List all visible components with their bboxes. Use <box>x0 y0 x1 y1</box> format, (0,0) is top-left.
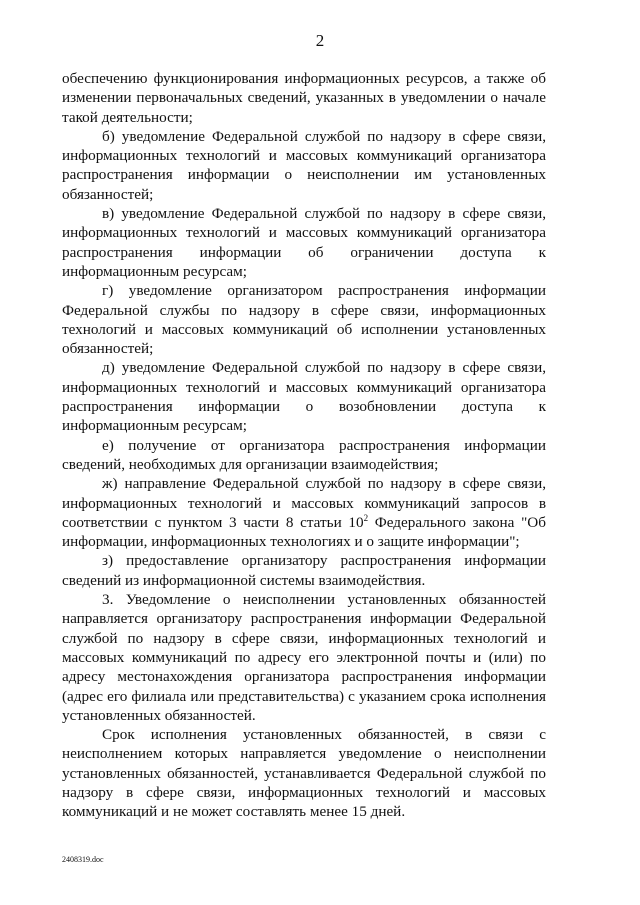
paragraph-deadline: Срок исполнения установленных обязанностей, в связи с неисполнением которых направляется уведомление о неисполнении установленных обязанностей, устанавливается Федеральной службой по надзору в сфере связи, информационных технологий и массовых коммуникаций и не может составлять менее 15 дней. <box>62 726 546 821</box>
file-name-footer: 2408319.doc <box>62 855 104 864</box>
paragraph-item-z: з) предоставление организатору распространения информации сведений из информационной системы взаимодействия. <box>62 552 546 589</box>
paragraph-continuation: обеспечению функционирования информационных ресурсов, а также об изменении первоначальных сведений, указанных в уведомлении о начале такой деятельности; <box>62 70 546 126</box>
paragraph-item-e: е) получение от организатора распространения информации сведений, необходимых для организации взаимодействия; <box>62 436 546 473</box>
paragraph-section-3: 3. Уведомление о неисполнении установленных обязанностей направляется организатору распространения информации Федеральной службой по надзору в сфере связи, информационных технологий и массовых коммуникаций по адресу его электронной почты и (или) по адресу местонахождения организатора распространения информации (адрес его филиала или представительства) с указанием срока исполнения установленных обязанностей. <box>62 591 546 724</box>
paragraph-item-zh-text: ж) направление Федеральной службой по надзору в сфере связи, информационных технологий и массовых коммуникаций запросов в соответствии с пунктом 3 части 8 статьи 10 <box>62 475 546 531</box>
paragraph-item-zh <box>62 474 546 551</box>
paragraph-item-b: б) уведомление Федеральной службой по надзору в сфере связи, информационных технологий и массовых коммуникаций организатора распространения информации о неисполнении им установленных обязанностей; <box>62 127 546 203</box>
paragraph-item-d: д) уведомление Федеральной службой по надзору в сфере связи, информационных технологий и массовых коммуникаций организатора распространения информации о возобновлении доступа к информационным ресурсам; <box>62 359 546 435</box>
document-body <box>62 69 546 822</box>
paragraph-item-g: г) уведомление организатором распространения информации Федеральной службы по надзору в сфере связи, информационных технологий и массовых коммуникаций об исполнении установленных обязанностей; <box>62 282 546 358</box>
superscript-article-number: 2 <box>363 512 369 523</box>
paragraph-item-v: в) уведомление Федеральной службой по надзору в сфере связи, информационных технологий и массовых коммуникаций организатора распространения информации об ограничении доступа к информационным ресурсам; <box>62 205 546 280</box>
page-number: 2 <box>315 31 325 50</box>
paragraph-item-zh-text-end: Федерального закона "Об информации, информационных технологиях и о защите информации"; <box>62 513 546 551</box>
